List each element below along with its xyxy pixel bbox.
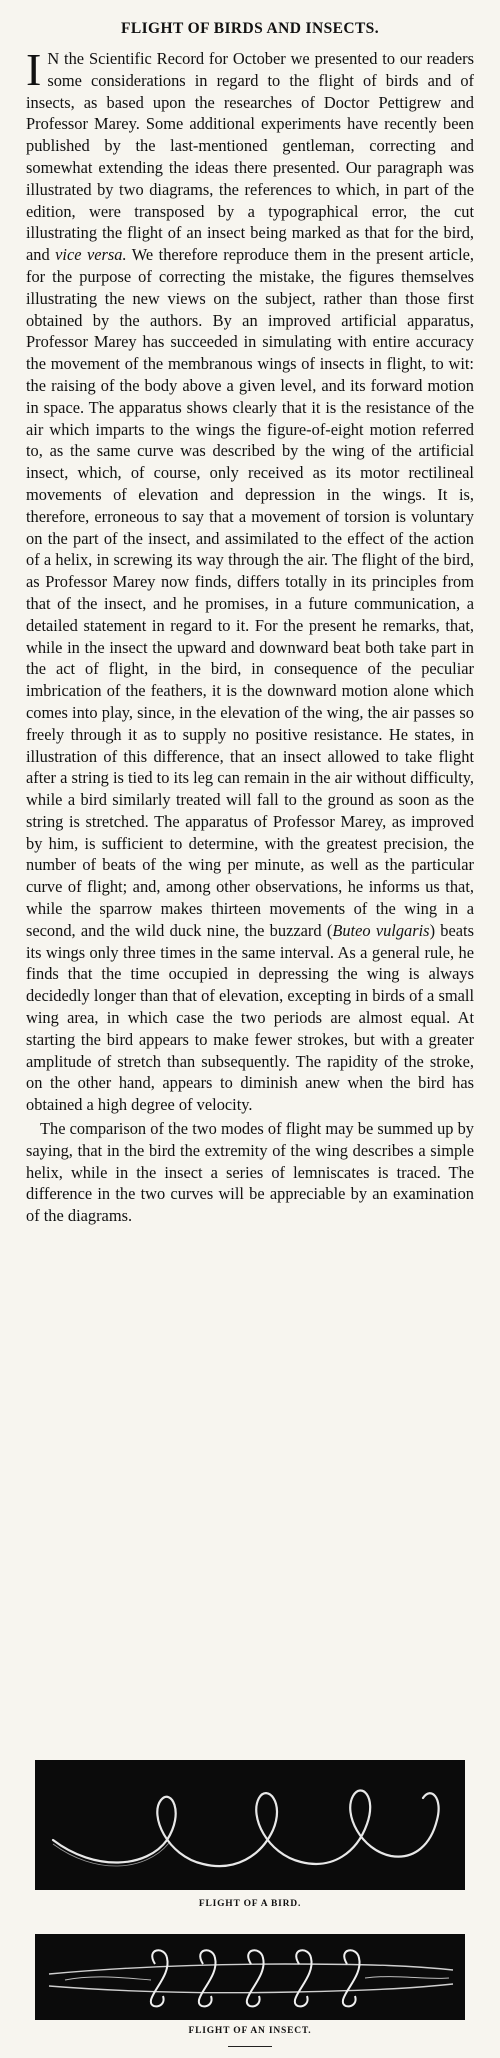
article-title: FLIGHT OF BIRDS AND INSECTS. [121,20,379,37]
bird-figure-caption: FLIGHT OF A BIRD. [198,1899,302,1909]
paragraph-1-text-a: N the Scientific Record for October we presented to our readers some considerations in regard to the flight of birds and of insects, as based upon the researches of Doctor Pettigrew and Professor Marey. Some additional experiments have recently been published by the last-mentioned gentleman, correcting and somewhat extending the ideas there presented. Our paragraph was illustrated by two diagrams, the references to which, in part of the edition, were transposed by a typographical error, the cut illustrating the flight of an insect being marked as that for the bird, and [26,49,474,265]
paragraph-1-text-b: We therefore reproduce them in the present article, for the purpose of correcting the mistake, the figures themselves illustrating the new views on the subject, rather than those first obtained by the authors. By an improved artificial apparatus, Professor Marey has succeeded in simulating with entire accuracy the movement of the membranous wings of insects in flight, to wit: the raising of the body above a given level, and its forward motion in space. The apparatus shows clearly that it is the resistance of the air which imparts to the wings the figure-of-eight motion referred to, as the same curve was described by the wing of the artificial insect, which, of course, only received as its motor rectilineal movements of elevation and depression in the wings. It is, therefore, erroneous to say that a movement of torsion is voluntary on the part of the insect, and assimilated to the effect of the action of a helix, in screwing its way through the air. The flight of the bird, as Professor Marey now finds, differs totally in its principles from that of the insect, and he promises, in a future communication, a detailed statement in regard to it. For the present he remarks, that, while in the insect the upward and downward beat both take part in the act of flight, in the bird, in consequence of the peculiar imbrication of the feathers, it is the downward motion alone which comes into play, since, in the elevation of the wing, the air passes so freely through it as to supply no positive resistance. He states, in illustration of this difference, that an insect allowed to take flight after a string is tied to its leg can remain in the air without difficulty, while a bird similarly treated will fall to the ground as soon as the string is stretched. The apparatus of Professor Marey, as improved by him, is sufficient to determine, with the greatest precision, the number of beats of the wing per minute, as well as the particular curve of flight; and, among other observations, he informs us that, while the sparrow makes thirteen movements of the wing in a second, and the wild duck nine, the buzzard ( [26,245,474,940]
bird-flight-svg [35,1760,465,1890]
article-body [26,14,474,1754]
bird-flight-diagram [35,1760,465,1890]
paragraph-1-italic-a: vice versa. [55,245,127,265]
insect-flight-svg [35,1934,465,2020]
paragraph-1-text-c: ) beats its wings only three times in the same interval. As a general rule, he finds that the time occupied in depressing the wing is always decidedly longer than that of elevation, excepting in birds of a small wing area, in which case the two periods are almost equal. At starting the bird appears to make fewer strokes, but with a greater amplitude of stretch than subsequently. The rapidity of the stroke, on the other hand, appears to diminish anew when the bird has obtained a high degree of velocity. [26,920,474,1115]
insect-flight-diagram [35,1934,465,2020]
insect-figure-caption: FLIGHT OF AN INSECT. [188,2026,312,2036]
paragraph-1-italic-b: Buteo vulgaris [332,920,430,940]
paragraph-2: The comparison of the two modes of flight may be summed up by saying, that in the bird the extremity of the wing describes a simple helix, while in the insect a series of lemniscates is traced. The difference in the two curves will be appreciable by an examination of the diagrams. [26,1119,474,1226]
bird-diagram-background [35,1760,465,1890]
drop-cap: I [26,44,42,95]
end-rule [228,2046,272,2047]
paragraph-1 [26,44,474,1116]
